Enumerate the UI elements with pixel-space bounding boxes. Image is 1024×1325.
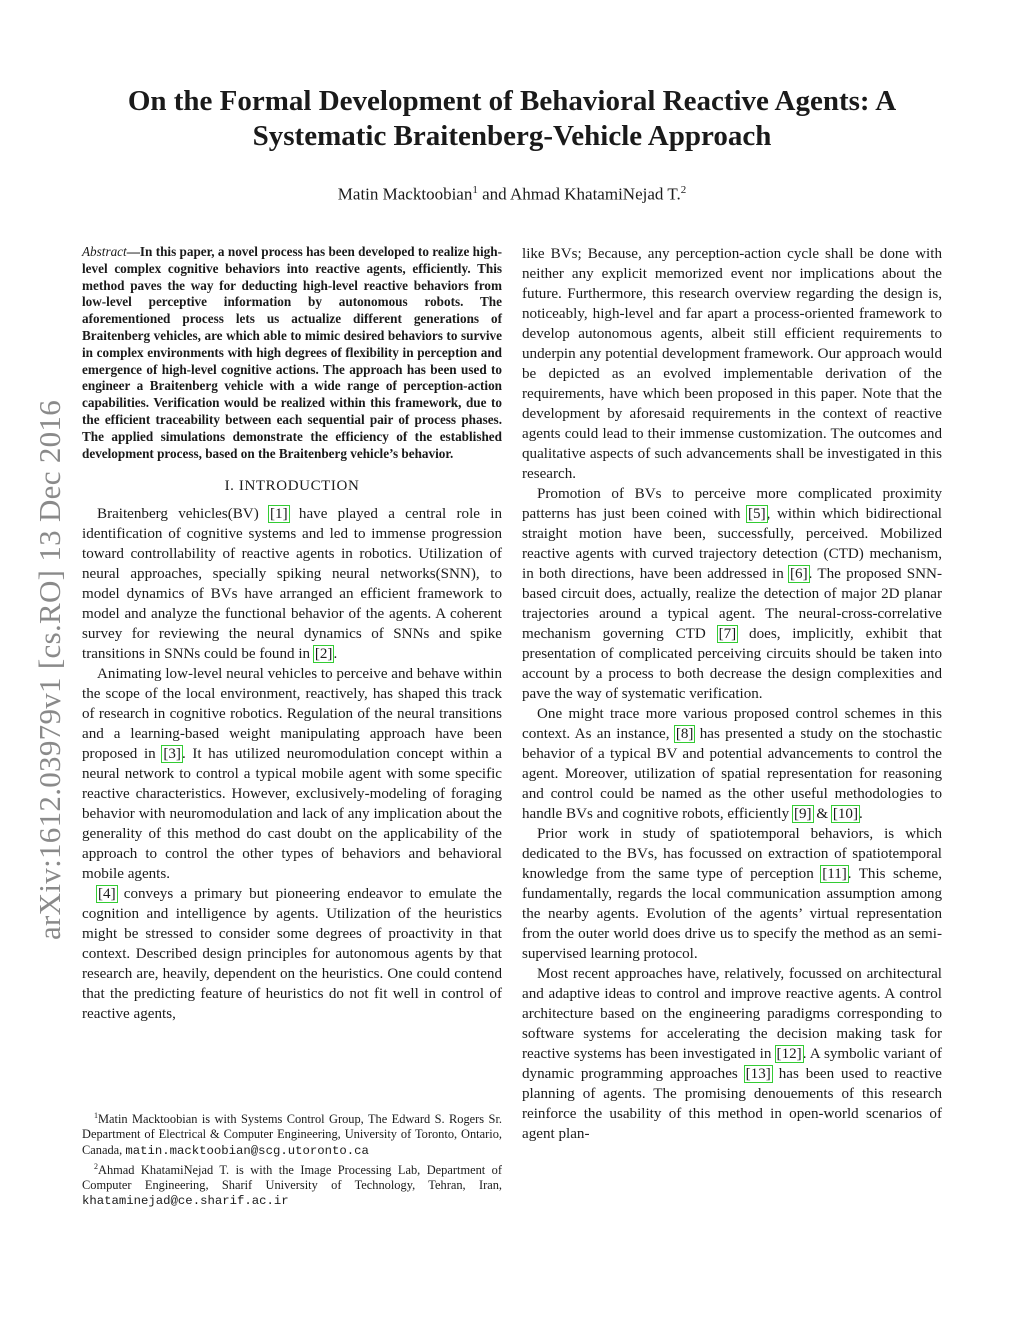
- text-run: Braitenberg vehicles(BV): [97, 506, 270, 523]
- footnote-1: [82, 1108, 502, 1159]
- paper-title: [82, 84, 942, 154]
- text-run: One might trace more various proposed control schemes in this context. As an instance,: [522, 706, 942, 742]
- text-run: , within which bidirectional straight motion have been, successfully, perceived. Mobilized reactive agents with curved trajectory detection (CTD) mechanism, in both directions, have been addressed in: [522, 506, 942, 582]
- abstract-text: —In this paper, a novel process has been developed to realize high-level complex cognitive behaviors into reactive agents, efficiently. This method paves the way for deducting high-level reactive behaviors from low-level perceptive information by autonomous robots. The aforementioned process lets us actualize different generations of Braitenberg vehicles, are which able to mimic desired behaviors to survive in complex environments with high degrees of flexibility in perception and emergence of high-level cognitive actions. The approach has been used to engineer a Braitenberg vehicle with a wide range of perception-action capabilities. Verification would be realized within this framework, due to the efficient traceability between each sequential pair of process phases. The applied simulations demonstrate the efficiency of the established development process, based on the Braitenberg vehicle’s behavior.: [82, 244, 502, 461]
- citation-11[interactable]: [11]: [822, 866, 847, 882]
- text-run: .: [859, 806, 863, 822]
- footnotes: [82, 1108, 502, 1209]
- text-run: . It has utilized neuromodulation concept within a neural network to control a typical mobile agent with some specific reactive characteristics. However, exclusively-modeling of foraging behavior with neuromodulation and lack of any implication about the generality of this method do cast doubt on the applicability of the approach to control the other types of behaviors and behavioral mobile agents.: [82, 746, 503, 883]
- text-run: Promotion of BVs to perceive more complicated proximity patterns has just been coined with: [522, 486, 942, 522]
- abstract: [82, 244, 502, 462]
- citation-8[interactable]: [8]: [675, 726, 694, 742]
- text-run: have played a central role in identification of cognitive systems and led to immense progression toward controllability of reactive agents in robotics. Utilization of neural approaches, specially spiking neural networks(SNN), to model dynamics of BVs have arranged an efficient framework to model and analyze the functional behavior of the agents. A coherent survey for reviewing the neural dynamics of SNNs and spike transitions in SNNs could be found in: [82, 506, 502, 663]
- title-line-1: On the Formal Development of Behavioral Reactive Agents: A: [127, 85, 897, 117]
- arxiv-identifier: arXiv:1612.03979v1 [cs.RO] 13 Dec 2016: [32, 399, 67, 940]
- paragraph-intro-1: [82, 504, 502, 664]
- citation-2[interactable]: [2]: [314, 646, 333, 663]
- paragraph-right-1: like BVs; Because, any perception-action cycle shall be done with neither any explicit memorized event nor implications about the future. Furthermore, this research overview regarding the design is, noticeably, high-level and far apart a process-oriented framework to develop autonomous agents, albeit still efficient requirements to underpin any potential development framework. Our approach would be depicted as an evolved implementable derivation of the requirements, have which been proposed in this paper. Note that the development by aforesaid requirements in the context of reactive agents could lead to their immense customization. The outcomes and qualitative aspects of such advancements shall be investigated in this research.: [522, 246, 942, 482]
- citation-10[interactable]: [10]: [832, 806, 858, 822]
- text-run: . The proposed SNN-based circuit does, actually, realize the detection of major 2D planar trajectories around a typical agent. The neural-cross-correlative mechanism governing CTD: [522, 566, 942, 642]
- citation-6[interactable]: [6]: [790, 566, 808, 582]
- author-2-email: khataminejad@ce.sharif.ac.ir: [82, 1194, 289, 1209]
- text-run: .: [333, 646, 338, 663]
- paragraph-right-3: [522, 704, 942, 824]
- right-column: [522, 244, 942, 1144]
- text-run: has presented a study on the stochastic behavior of a typical BV and potential advancements to control the agent. Moreover, utilization of spatial representation for reasoning and control could be named as the other useful methodologies to handle BVs and cognitive robots, efficiently: [522, 726, 942, 822]
- paragraph-right-2: [522, 484, 942, 704]
- author-1-email: matin.macktoobian@scg.utoronto.ca: [125, 1143, 369, 1158]
- citation-9[interactable]: [9]: [793, 806, 812, 822]
- citation-12[interactable]: [12]: [776, 1046, 802, 1062]
- author-1: Matin Macktoobian: [337, 184, 473, 204]
- left-column: [82, 244, 502, 1024]
- paragraph-intro-2: [82, 664, 502, 884]
- text-run: &: [812, 806, 832, 822]
- paragraph-right-4: [522, 824, 942, 964]
- abstract-label: Abstract: [82, 244, 127, 259]
- author-list: [82, 178, 942, 207]
- citation-1[interactable]: [1]: [270, 506, 288, 523]
- paragraph-intro-3: [82, 884, 502, 1024]
- text-run: Animating low-level neural vehicles to perceive and behave within the scope of the local environment, reactively, has shaped this track of research in cognitive robotics. Regulation of the neural transitions and a learning-based weight manipulating approach have been proposed in: [82, 666, 502, 763]
- citation-7[interactable]: [7]: [718, 626, 737, 642]
- text-run: conveys a primary but pioneering endeavor to emulate the cognition and intelligence by agents. Utilization of the heuristics might be stressed to consider some degrees of proactivity in that context. Described design principles for autonomous agents by that research are, heavily, dependent on the heuristics. One could contend that the predicting feature of heuristics do not fit well in control of reactive agents,: [82, 886, 502, 1023]
- text-run: . This scheme, fundamentally, regards the local communication assumption among the nearby agents. Evolution of the agents’ virtual representation from the outer world does drive us to specify the method as an semi-supervised learning protocol.: [522, 866, 942, 962]
- citation-5[interactable]: [5]: [748, 506, 766, 522]
- author-2-mark: 2: [680, 184, 687, 196]
- footnote-2: [82, 1159, 502, 1210]
- text-run: Most recent approaches have, relatively, focussed on architectural and adaptive ideas to control and improve reactive agents. A control architecture based on the engineering paradigms corresponding to software systems for accelerating the decision making task for reactive systems has been investigated in: [522, 966, 942, 1062]
- text-run: has been used to reactive planning of agents. The promising denouements of this research reinforce the usability of this method in open-world scenarios of agent plan-: [522, 1066, 942, 1142]
- author-1-mark: 1: [472, 184, 478, 196]
- paragraph-right-5: [522, 964, 942, 1144]
- footnote-1-mark: 1: [94, 1111, 98, 1120]
- author-conjunction: and: [482, 184, 507, 204]
- text-run: does, implicitly, exhibit that presentation of complicated perceiving circuits should be taken into account by a process to both decrease the design complexities and pave the way of systematic verification.: [522, 626, 942, 702]
- citation-4[interactable]: [4]: [98, 886, 116, 903]
- footnote-2-mark: 2: [94, 1161, 98, 1171]
- author-2: Ahmad KhatamiNejad T.: [509, 184, 681, 204]
- citation-13[interactable]: [13]: [745, 1066, 771, 1082]
- footnote-2-text: Ahmad KhatamiNejad T. is with the Image Processing Lab, Department of Computer Engineering, Sharif University of Technology, Tehran, Iran,: [82, 1162, 502, 1193]
- footnote-1-text: Matin Macktoobian is with Systems Control Group, The Edward S. Rogers Sr. Department of Electrical & Computer Engineering, University of Toronto, Ontario, Canada,: [82, 1112, 502, 1157]
- section-heading-introduction: I. INTRODUCTION: [224, 478, 360, 495]
- text-run: Prior work in study of spatiotemporal behaviors, is which dedicated to the BVs, has focussed on extraction of spatiotemporal knowledge from the same type of perception: [522, 826, 942, 882]
- text-run: . A symbolic variant of dynamic programming approaches: [522, 1046, 942, 1082]
- title-line-2: Systematic Braitenberg-Vehicle Approach: [252, 120, 772, 152]
- citation-3[interactable]: [3]: [163, 746, 181, 763]
